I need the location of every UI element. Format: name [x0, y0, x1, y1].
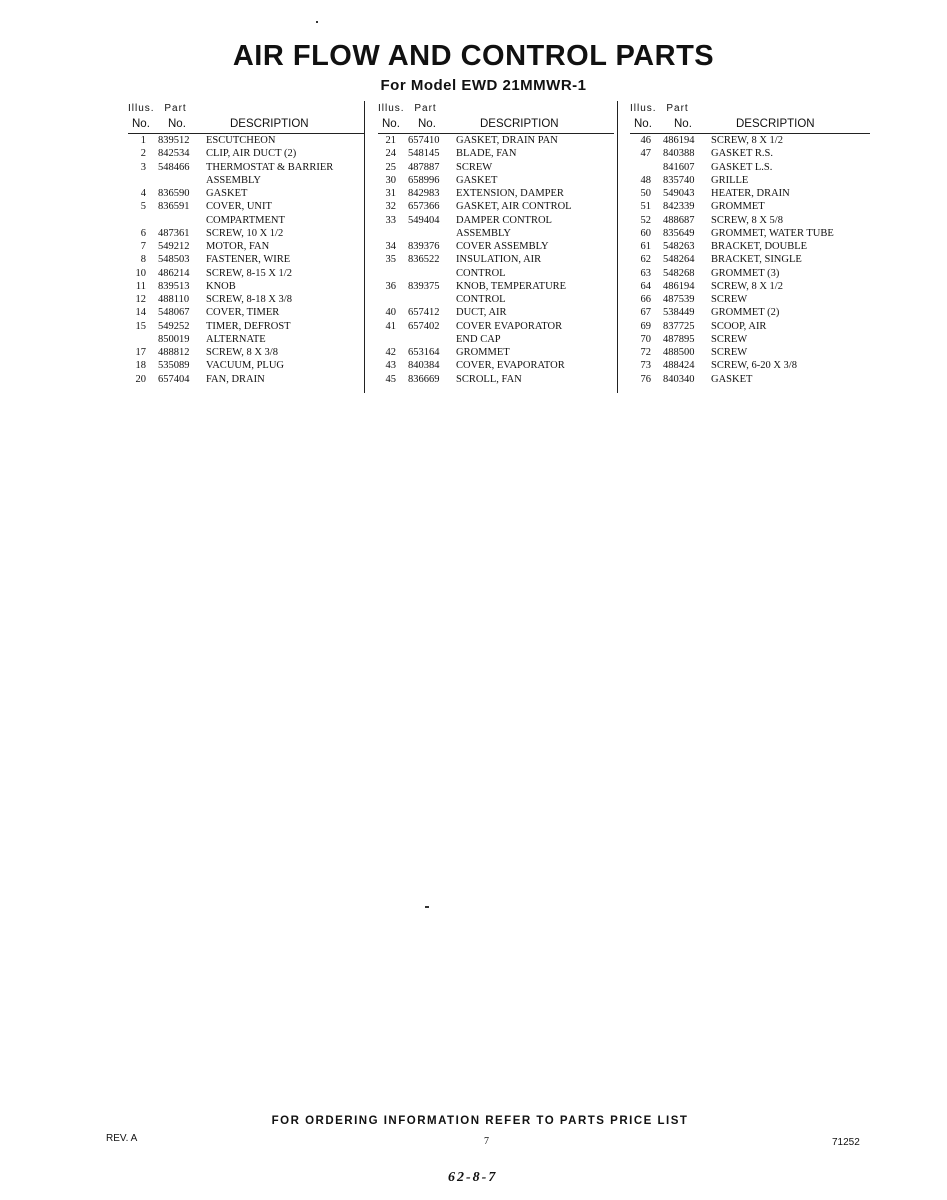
part-number: 657412 — [408, 307, 440, 319]
illus-number: 46 — [640, 135, 651, 146]
table-row — [128, 200, 364, 213]
illus-number: 62 — [640, 254, 651, 266]
part-description: SCREW — [711, 347, 748, 358]
part-number: 840340 — [663, 373, 695, 385]
part-number: 548268 — [663, 267, 695, 279]
part-description: COVER ASSEMBLY — [456, 241, 549, 252]
illus-number: 33 — [385, 214, 396, 226]
part-number: 836522 — [408, 254, 440, 266]
part-description: FASTENER, WIRE — [206, 254, 291, 266]
part-number: 839512 — [158, 135, 190, 146]
header-illus-part — [378, 103, 614, 117]
table-row — [630, 147, 870, 160]
table-row — [630, 280, 870, 293]
part-number: 538449 — [663, 307, 695, 319]
column-header — [128, 117, 364, 134]
part-number: 548466 — [158, 161, 190, 173]
part-number: 657404 — [158, 373, 190, 385]
part-description: GROMMET, WATER TUBE — [711, 227, 834, 239]
part-description: SCREW, 8 X 3/8 — [206, 347, 278, 358]
illus-number: 76 — [640, 373, 651, 385]
part-description: INSULATION, AIR — [456, 254, 542, 266]
part-number: 657410 — [408, 135, 440, 146]
part-number: 840388 — [663, 148, 695, 160]
illus-number: 47 — [640, 148, 651, 160]
part-number: 487895 — [663, 333, 695, 345]
part-number: 549212 — [158, 241, 190, 252]
part-description: GROMMET (3) — [711, 267, 780, 279]
part-description: GASKET, AIR CONTROL — [456, 201, 572, 213]
part-description: ASSEMBLY — [206, 174, 261, 186]
part-description: GASKET L.S. — [711, 161, 773, 173]
part-number: 535089 — [158, 360, 190, 372]
illus-number: 34 — [385, 241, 396, 252]
part-description: SCREW, 8-15 X 1/2 — [206, 267, 292, 279]
illus-number: 69 — [640, 320, 651, 332]
table-row — [378, 200, 614, 213]
table-row — [128, 333, 364, 346]
illus-number: 66 — [640, 294, 651, 305]
part-description: HEATER, DRAIN — [711, 188, 790, 199]
illus-number: 25 — [385, 161, 396, 173]
table-row — [378, 240, 614, 253]
table-row — [128, 240, 364, 253]
illus-number: 43 — [385, 360, 396, 372]
header-illus-part — [128, 103, 364, 117]
part-number: 836590 — [158, 188, 190, 199]
header-illus-part — [630, 103, 870, 117]
parts-rows — [128, 134, 364, 386]
illus-number: 63 — [640, 267, 651, 279]
part-description: EXTENSION, DAMPER — [456, 188, 564, 199]
model-subtitle: For Model EWD 21MMWR-1 — [380, 77, 587, 94]
part-number: 548067 — [158, 307, 190, 319]
table-row — [128, 134, 364, 147]
table-row — [128, 161, 364, 174]
part-number: 487539 — [663, 294, 695, 305]
part-description: DUCT, AIR — [456, 307, 507, 319]
scan-speck — [316, 21, 318, 23]
part-number: 488500 — [663, 347, 695, 358]
table-row — [630, 293, 870, 306]
scan-speck — [425, 906, 429, 908]
illus-number: 12 — [135, 294, 146, 305]
illus-number: 4 — [140, 188, 146, 199]
table-row — [128, 267, 364, 280]
part-description: ASSEMBLY — [456, 227, 511, 239]
table-row — [128, 359, 364, 372]
part-description: BRACKET, DOUBLE — [711, 241, 808, 252]
part-description: KNOB — [206, 280, 236, 292]
header-no: No. — [634, 118, 652, 130]
illus-number: 41 — [385, 320, 396, 332]
illus-number: 2 — [140, 148, 146, 160]
header-description: DESCRIPTION — [230, 118, 309, 130]
part-description: DAMPER CONTROL — [456, 214, 552, 226]
illus-number: 20 — [135, 373, 146, 385]
parts-column-1 — [128, 103, 364, 386]
table-row — [378, 174, 614, 187]
illus-number: 40 — [385, 307, 396, 319]
header-no: No. — [132, 118, 150, 130]
illus-number: 48 — [640, 174, 651, 186]
part-number: 488812 — [158, 347, 190, 358]
table-row — [128, 214, 364, 227]
illus-number: 6 — [140, 227, 146, 239]
part-number: 488687 — [663, 214, 695, 226]
table-row — [630, 200, 870, 213]
illus-number: 18 — [135, 360, 146, 372]
part-number: 488110 — [158, 294, 190, 305]
header-illus: Illus. — [630, 103, 657, 114]
part-number: 836591 — [158, 201, 190, 213]
illus-number: 45 — [385, 373, 396, 385]
table-row — [630, 346, 870, 359]
table-row — [378, 293, 614, 306]
table-row — [630, 134, 870, 147]
part-number: 486194 — [663, 135, 695, 146]
part-number: 487887 — [408, 161, 440, 173]
table-row — [378, 359, 614, 372]
header-part-no: No. — [418, 118, 436, 130]
table-row — [630, 227, 870, 240]
table-row — [630, 373, 870, 386]
part-description: END CAP — [456, 333, 501, 345]
column-divider-2 — [617, 101, 618, 393]
table-row — [630, 320, 870, 333]
parts-column-3 — [630, 103, 870, 386]
part-description: CONTROL — [456, 267, 506, 279]
illus-number: 73 — [640, 360, 651, 372]
part-description: GROMMET (2) — [711, 307, 780, 319]
part-number: 488424 — [663, 360, 695, 372]
illus-number: 70 — [640, 333, 651, 345]
part-description: BRACKET, SINGLE — [711, 254, 802, 266]
part-number: 487361 — [158, 227, 190, 239]
part-number: 548264 — [663, 254, 695, 266]
part-number: 548145 — [408, 148, 440, 160]
part-number: 549404 — [408, 214, 440, 226]
part-number: 486194 — [663, 280, 695, 292]
table-row — [128, 187, 364, 200]
part-number: 842534 — [158, 148, 190, 160]
column-divider-1 — [364, 101, 365, 393]
table-row — [378, 214, 614, 227]
part-description: SCREW — [711, 294, 748, 305]
table-row — [128, 373, 364, 386]
part-description: GASKET — [206, 188, 248, 199]
table-row — [630, 267, 870, 280]
table-row — [128, 147, 364, 160]
illus-number: 36 — [385, 280, 396, 292]
illus-number: 35 — [385, 254, 396, 266]
part-description: FAN, DRAIN — [206, 373, 265, 385]
illus-number: 64 — [640, 280, 651, 292]
part-number: 837725 — [663, 320, 695, 332]
illus-number: 67 — [640, 307, 651, 319]
part-number: 850019 — [158, 333, 190, 345]
part-number: 548503 — [158, 254, 190, 266]
illus-number: 50 — [640, 188, 651, 199]
table-row — [128, 346, 364, 359]
part-number: 839513 — [158, 280, 190, 292]
parts-rows — [630, 134, 870, 386]
part-number: 653164 — [408, 347, 440, 358]
table-row — [630, 161, 870, 174]
part-description: SCOOP, AIR — [711, 320, 767, 332]
illus-number: 5 — [140, 201, 146, 213]
part-number: 657366 — [408, 201, 440, 213]
table-row — [378, 306, 614, 319]
part-description: GASKET — [456, 174, 498, 186]
table-row — [378, 161, 614, 174]
handwritten-note: 62-8-7 — [448, 1170, 498, 1185]
part-description: SCREW, 10 X 1/2 — [206, 227, 284, 239]
table-row — [378, 346, 614, 359]
table-row — [630, 359, 870, 372]
table-row — [630, 174, 870, 187]
illus-number: 15 — [135, 320, 146, 332]
part-number: 839375 — [408, 280, 440, 292]
part-description: GASKET — [711, 373, 753, 385]
table-row — [378, 147, 614, 160]
header-part: Part — [666, 103, 689, 114]
part-description: SCREW, 8 X 5/8 — [711, 214, 783, 226]
table-row — [630, 187, 870, 200]
illus-number: 30 — [385, 174, 396, 186]
part-description: GROMMET — [456, 347, 510, 358]
part-number: 549043 — [663, 188, 695, 199]
part-number: 486214 — [158, 267, 190, 279]
part-description: GASKET, DRAIN PAN — [456, 135, 558, 146]
table-row — [630, 240, 870, 253]
illus-number: 8 — [140, 254, 146, 266]
part-description: TIMER, DEFROST — [206, 320, 291, 332]
part-number: 842983 — [408, 188, 440, 199]
illus-number: 60 — [640, 227, 651, 239]
part-number: 658996 — [408, 174, 440, 186]
part-description: COMPARTMENT — [206, 214, 285, 226]
part-description: GASKET R.S. — [711, 148, 773, 160]
document-code: 71252 — [832, 1137, 860, 1148]
part-description: ALTERNATE — [206, 333, 266, 345]
header-illus: Illus. — [128, 103, 155, 114]
revision-label: REV. A — [106, 1133, 138, 1144]
header-part-no: No. — [674, 118, 692, 130]
illus-number: 61 — [640, 241, 651, 252]
part-description: ESCUTCHEON — [206, 135, 276, 146]
part-description: MOTOR, FAN — [206, 241, 270, 252]
ordering-footer: FOR ORDERING INFORMATION REFER TO PARTS PRICE LIST — [271, 1115, 689, 1127]
part-description: SCREW — [456, 161, 493, 173]
part-description: BLADE, FAN — [456, 148, 517, 160]
part-number: 842339 — [663, 201, 695, 213]
part-number: 841607 — [663, 161, 695, 173]
table-row — [128, 253, 364, 266]
table-row — [630, 333, 870, 346]
part-description: COVER, TIMER — [206, 307, 280, 319]
table-row — [630, 214, 870, 227]
illus-number: 11 — [135, 280, 146, 292]
part-number: 840384 — [408, 360, 440, 372]
illus-number: 1 — [140, 135, 146, 146]
table-row — [378, 267, 614, 280]
part-description: GROMMET — [711, 201, 765, 213]
part-number: 835649 — [663, 227, 695, 239]
parts-rows — [378, 134, 614, 386]
part-description: SCROLL, FAN — [456, 373, 522, 385]
part-description: COVER, UNIT — [206, 201, 272, 213]
table-row — [128, 306, 364, 319]
illus-number: 21 — [385, 135, 396, 146]
part-number: 549252 — [158, 320, 190, 332]
table-row — [378, 333, 614, 346]
table-row — [378, 320, 614, 333]
table-row — [128, 293, 364, 306]
header-part: Part — [164, 103, 187, 114]
table-row — [630, 253, 870, 266]
part-number: 657402 — [408, 320, 440, 332]
illus-number: 51 — [640, 201, 651, 213]
illus-number: 17 — [135, 347, 146, 358]
illus-number: 72 — [640, 347, 651, 358]
table-row — [378, 227, 614, 240]
part-description: SCREW, 8 X 1/2 — [711, 280, 783, 292]
column-header — [378, 117, 614, 134]
part-description: THERMOSTAT & BARRIER — [206, 161, 334, 173]
column-header — [630, 117, 870, 134]
page-title: AIR FLOW AND CONTROL PARTS — [232, 40, 715, 72]
part-number: 835740 — [663, 174, 695, 186]
part-number: 548263 — [663, 241, 695, 252]
illus-number: 3 — [140, 161, 146, 173]
illus-number: 7 — [140, 241, 146, 252]
illus-number: 24 — [385, 148, 396, 160]
part-number: 836669 — [408, 373, 440, 385]
part-description: SCREW, 8 X 1/2 — [711, 135, 783, 146]
parts-column-2 — [378, 103, 614, 386]
part-description: SCREW, 6-20 X 3/8 — [711, 360, 797, 372]
part-description: CONTROL — [456, 294, 506, 305]
table-row — [128, 227, 364, 240]
part-description: GRILLE — [711, 174, 749, 186]
header-illus: Illus. — [378, 103, 405, 114]
part-description: KNOB, TEMPERATURE — [456, 280, 567, 292]
table-row — [378, 134, 614, 147]
table-row — [378, 373, 614, 386]
table-row — [128, 320, 364, 333]
table-row — [128, 174, 364, 187]
illus-number: 32 — [385, 201, 396, 213]
illus-number: 10 — [135, 267, 146, 279]
header-part-no: No. — [168, 118, 186, 130]
illus-number: 31 — [385, 188, 396, 199]
table-row — [378, 253, 614, 266]
part-number: 839376 — [408, 241, 440, 252]
table-row — [378, 280, 614, 293]
header-description: DESCRIPTION — [736, 118, 815, 130]
part-description: COVER, EVAPORATOR — [456, 360, 565, 372]
header-no: No. — [382, 118, 400, 130]
table-row — [128, 280, 364, 293]
part-description: CLIP, AIR DUCT (2) — [206, 148, 297, 160]
part-description: VACUUM, PLUG — [206, 360, 284, 372]
page-number: 7 — [484, 1136, 489, 1147]
header-part: Part — [414, 103, 437, 114]
part-description: COVER EVAPORATOR — [456, 320, 563, 332]
illus-number: 52 — [640, 214, 651, 226]
illus-number: 14 — [135, 307, 146, 319]
part-description: SCREW, 8-18 X 3/8 — [206, 294, 292, 305]
table-row — [378, 187, 614, 200]
illus-number: 42 — [385, 347, 396, 358]
header-description: DESCRIPTION — [480, 118, 559, 130]
part-description: SCREW — [711, 333, 748, 345]
table-row — [630, 306, 870, 319]
